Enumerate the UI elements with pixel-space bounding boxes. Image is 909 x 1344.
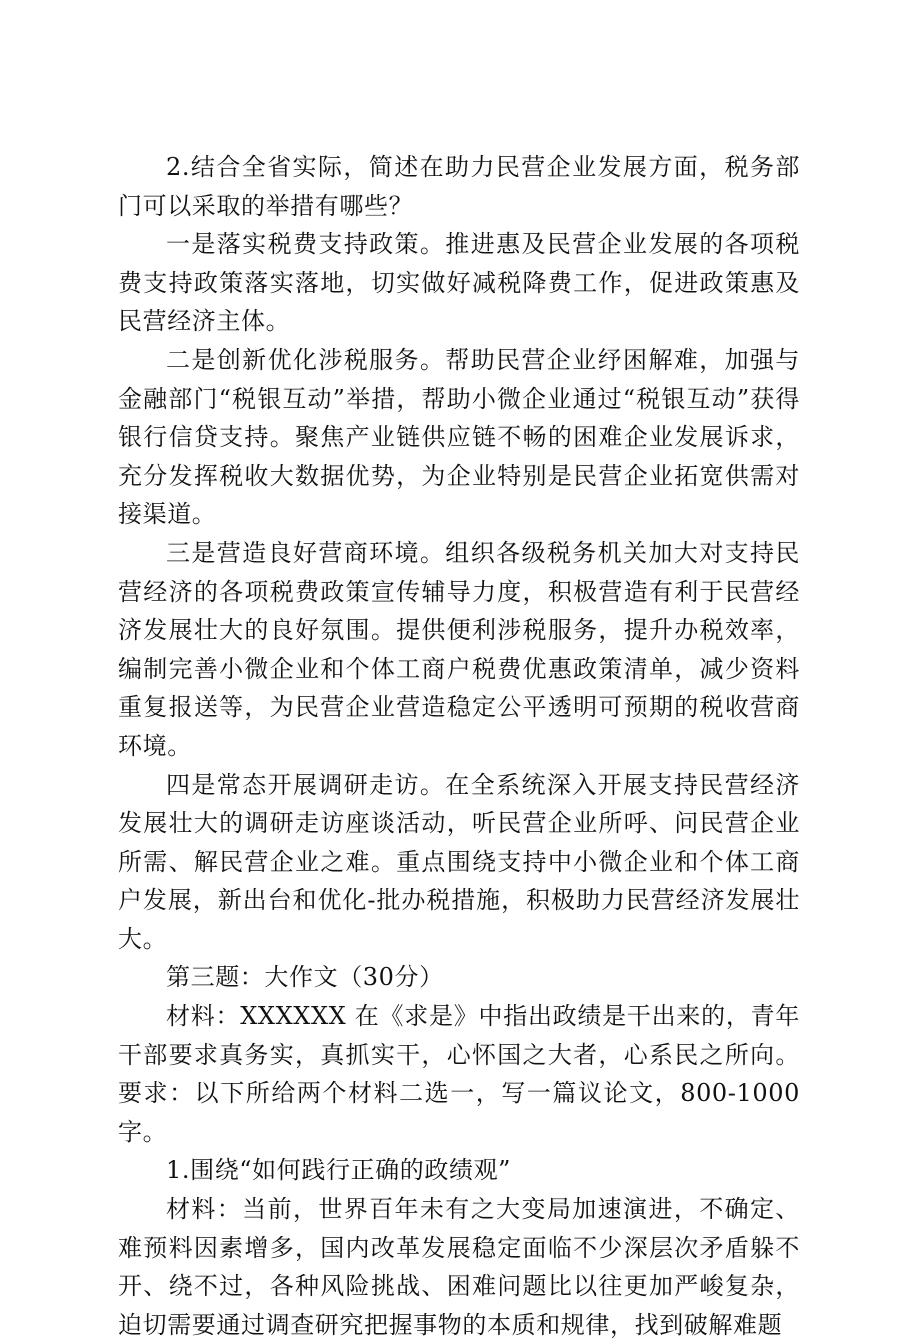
answer-point-2: 二是创新优化涉税服务。帮助民营企业纾困解难，加强与金融部门“税银互动”举措，帮助小微企业通过“税银互动”获得银行信贷支持。聚焦产业链供应链不畅的困难企业发展诉求，充分发挥税收大数据优势，为企业特别是民营企业拓宽供需对接渠道。 bbox=[118, 345, 800, 529]
option-1-heading: 1.围绕“如何践行正确的政绩观” bbox=[166, 1156, 512, 1185]
document-body bbox=[118, 148, 800, 1344]
option-1-material: 材料：当前，世界百年未有之大变局加速演进，不确定、难预料因素增多，国内改革发展稳定面临不少深层次矛盾躲不开、绕不过，各种风险挑战、困难问题比以往更加严峻复杂，迫切需要通过调查研究把握事物的本质和规律，找到破解难题 bbox=[118, 1195, 800, 1339]
question-3-heading: 第三题：大作文（30分） bbox=[166, 963, 444, 992]
answer-point-1: 一是落实税费支持政策。推进惠及民营企业发展的各项税费支持政策落实落地，切实做好减税降费工作，促进政策惠及民营经济主体。 bbox=[118, 230, 800, 336]
question-2-heading: 2.结合全省实际，简述在助力民营企业发展方面，税务部门可以采取的举措有哪些？ bbox=[118, 153, 800, 220]
question-3-material: 材料：XXXXXX 在《求是》中指出政绩是干出来的，青年干部要求真务实，真抓实干，心怀国之大者，心系民之所向。要求：以下所给两个材料二选一，写一篇议论文，800-1000 字。 bbox=[118, 1002, 800, 1146]
answer-point-3: 三是营造良好营商环境。组织各级税务机关加大对支持民营经济的各项税费政策宣传辅导力度，积极营造有利于民营经济发展壮大的良好氛围。提供便利涉税服务，提升办税效率，编制完善小微企业和个体工商户税费优惠政策清单，减少资料重复报送等，为民营企业营造稳定公平透明可预期的税收营商环境。 bbox=[118, 538, 800, 760]
answer-point-4: 四是常态开展调研走访。在全系统深入开展支持民营经济发展壮大的调研走访座谈活动，听民营企业所呼、问民营企业所需、解民营企业之难。重点围绕支持中小微企业和个体工商户发展，新出台和优化-批办税措施，积极助力民营经济发展壮大。 bbox=[118, 770, 800, 953]
